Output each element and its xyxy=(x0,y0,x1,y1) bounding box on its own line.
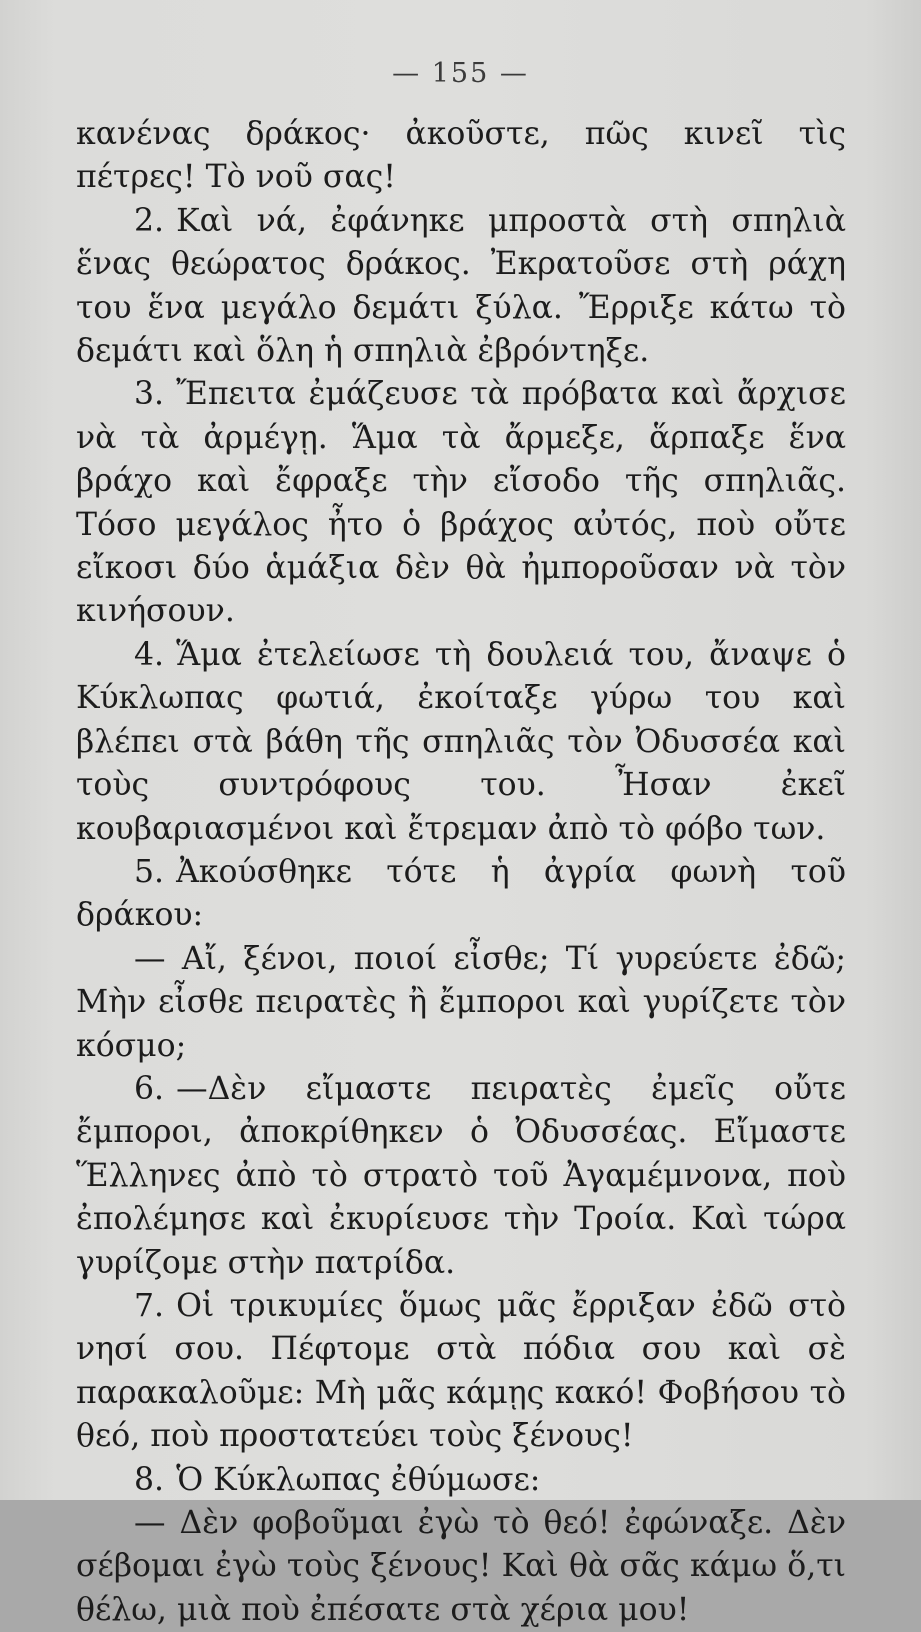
paragraph-text: Οἱ τρικυμίες ὅμως μᾶς ἔρριξαν ἐδῶ στὸ νησί σου. Πέφτομε στὰ πόδια σου καὶ σὲ παρακαλοῦμε: Μὴ μᾶς κάμῃς κακό! Φοβήσου τὸ θεό, ποὺ προστατεύει τοὺς ξένους! xyxy=(76,1287,846,1455)
paragraph-7 xyxy=(76,1068,846,1285)
paragraph-text: Καὶ νά, ἐφάνηκε μπροστὰ στὴ σπηλιὰ ἕνας θεώρατος δράκος. Ἐκρατοῦσε στὴ ράχη του ἕνα μεγάλο δεμάτι ξύλα. Ἔρριξε κάτω τὸ δεμάτι καὶ ὅλη ἡ σπηλιὰ ἐβρόντηξε. xyxy=(76,202,846,370)
paragraph-number: 3. xyxy=(134,376,165,413)
paragraph-number: 8. xyxy=(134,1461,165,1498)
body-text xyxy=(76,113,846,1632)
paragraph-number: 5. xyxy=(134,853,165,890)
paragraph-text: Ὁ Κύκλωπας ἐθύμωσε: xyxy=(176,1461,541,1498)
paragraph-number: 2. xyxy=(134,202,165,239)
paragraph-text: κανένας δράκος· ἀκοῦστε, πῶς κινεῖ τὶς πέτρες! Τὸ νοῦ σας! xyxy=(76,116,846,196)
paragraph-number: 4. xyxy=(134,636,165,673)
paragraph-6 xyxy=(76,938,846,1068)
paragraph-text: Ἔπειτα ἐμάζευσε τὰ πρόβατα καὶ ἄρχισε νὰ τὰ ἀρμέγῃ. Ἅμα τὰ ἄρμεξε, ἅρπαξε ἕνα βράχο καὶ ἔφραξε τὴν εἴσοδο τῆς σπηλιᾶς. Τόσο μεγάλος ἦτο ὁ βράχος αὐτός, ποὺ οὔτε εἴκοσι δύο ἁμάξια δὲν θὰ ἠμποροῦσαν νὰ τὸν κινήσουν. xyxy=(76,376,846,630)
paragraph-number: 6. xyxy=(134,1070,165,1107)
paragraph-text: — Δὲν φοβοῦμαι ἐγὼ τὸ θεό! ἐφώναξε. Δὲν σέβομαι ἐγὼ τοὺς ξένους! Καὶ θὰ σᾶς κάμω ὅ,τι θέλω, μιὰ ποὺ ἐπέσατε στὰ χέρια μου! xyxy=(76,1505,846,1628)
page-number: — 155 — xyxy=(392,58,529,89)
paragraph-1 xyxy=(76,113,846,200)
paragraph-2 xyxy=(76,200,846,374)
paragraph-text: —Δὲν εἴμαστε πειρατὲς ἐμεῖς οὔτε ἔμποροι, ἀποκρίθηκεν ὁ Ὀδυσσέας. Εἴμαστε Ἕλληνες ἀπὸ τὸ στρατὸ τοῦ Ἀγαμέμνονα, ποὺ ἐπολέμησε καὶ ἐκυρίευσε τὴν Τροία. Καὶ τώρα γυρίζομε στὴν πατρίδα. xyxy=(76,1070,846,1281)
paragraph-text: Ἅμα ἐτελείωσε τὴ δουλειά του, ἄναψε ὁ Κύκλωπας φωτιά, ἐκοίταξε γύρω του καὶ βλέπει στὰ βάθη τῆς σπηλιᾶς τὸν Ὀδυσσέα καὶ τοὺς συντρόφους του. Ἦσαν ἐκεῖ κουβαριασμένοι καὶ ἔτρεμαν ἀπὸ τὸ φόβο των. xyxy=(76,636,846,847)
paragraph-5 xyxy=(76,851,846,938)
paragraph-8 xyxy=(76,1285,846,1459)
paragraph-9 xyxy=(76,1459,846,1502)
paragraph-number: 7. xyxy=(134,1287,165,1324)
paragraph-text: — Αἴ, ξένοι, ποιοί εἶσθε; Τί γυρεύετε ἐδῶ; Μὴν εἶσθε πειρατὲς ἢ ἔμποροι καὶ γυρίζετε τὸν κόσμο; xyxy=(76,940,846,1064)
paragraph-3 xyxy=(76,373,846,633)
paragraph-10 xyxy=(76,1502,846,1632)
paragraph-text: Ἀκούσθηκε τότε ἡ ἀγρία φωνὴ τοῦ δράκου: xyxy=(76,853,846,934)
paragraph-4 xyxy=(76,634,846,851)
